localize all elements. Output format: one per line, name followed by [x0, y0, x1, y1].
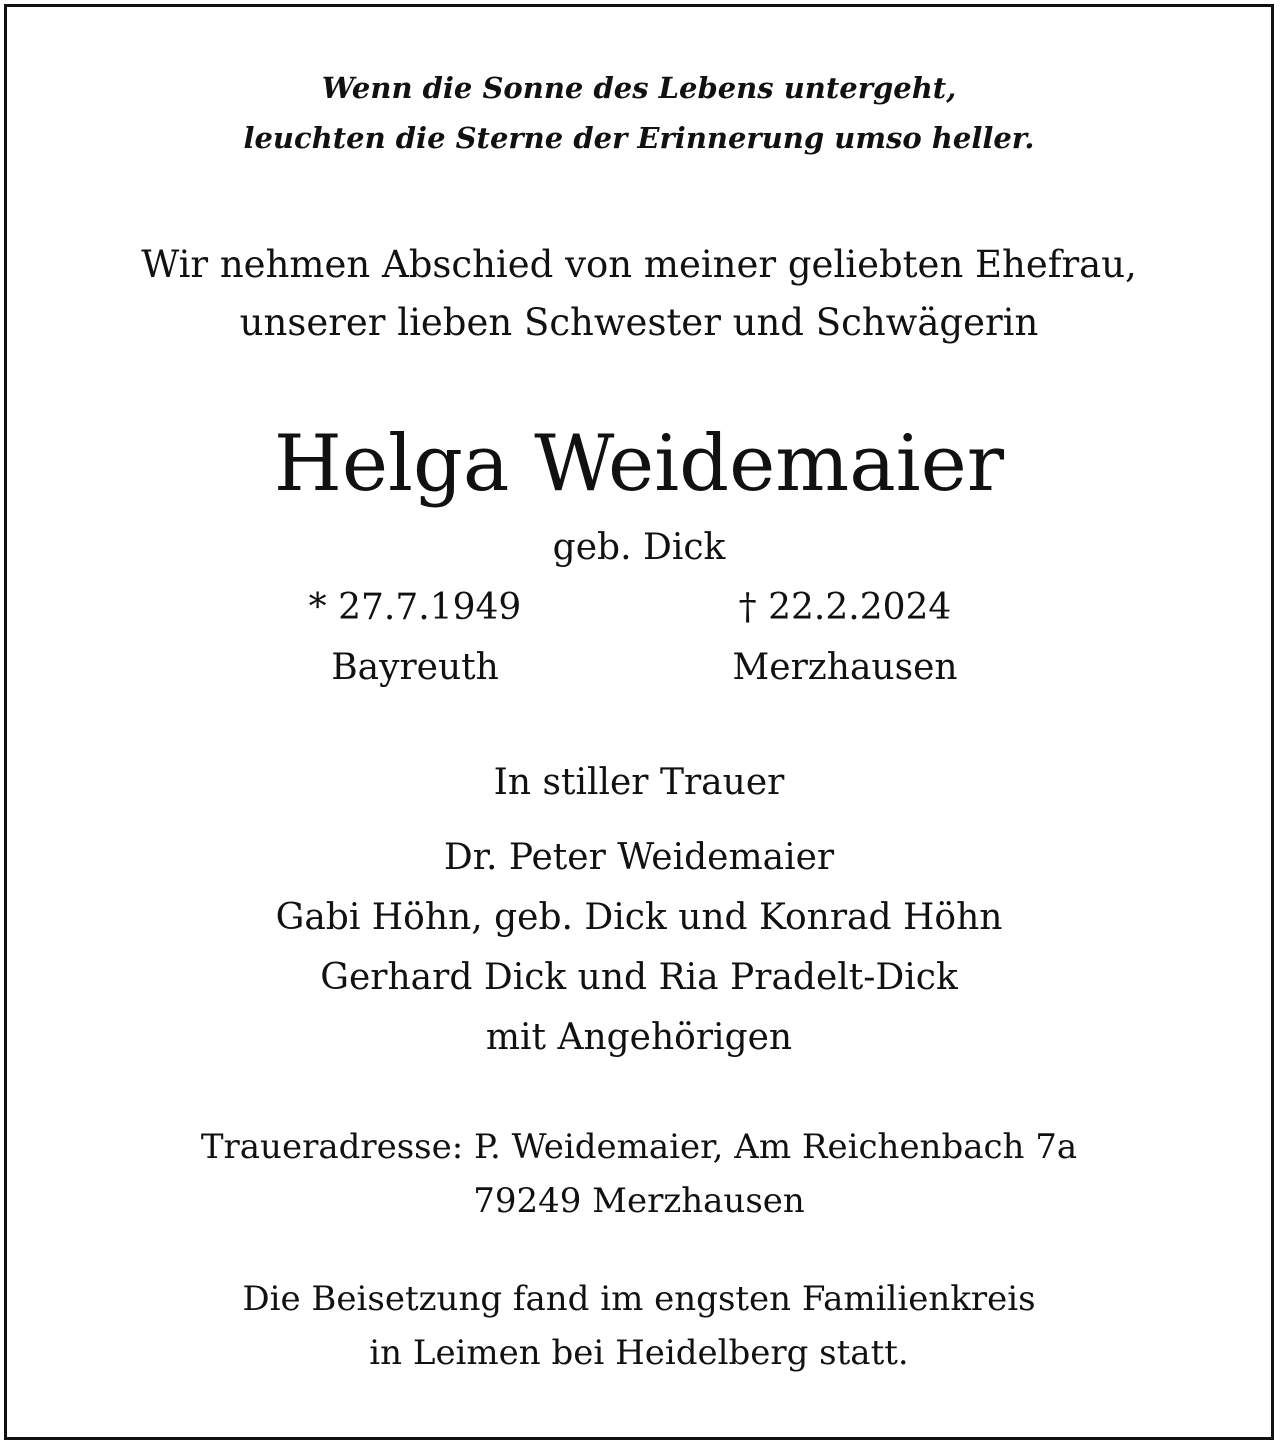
death-place: Merzhausen	[732, 647, 958, 688]
intro-line-2: unserer lieben Schwester und Schwägerin	[239, 301, 1039, 344]
mourning-address-line-2: 79249 Merzhausen	[473, 1181, 805, 1221]
burial-note-line-2: in Leimen bei Heidelberg statt.	[369, 1333, 909, 1373]
deceased-name: Helga Weidemaier	[273, 419, 1005, 509]
obituary-notice	[4, 4, 1274, 1440]
intro-line-1: Wir nehmen Abschied von meiner geliebten Ehefrau,	[141, 243, 1137, 286]
quote-line-1: Wenn die Sonne des Lebens untergeht,	[321, 71, 957, 105]
maiden-name: geb. Dick	[552, 527, 726, 568]
mourner-name: Dr. Peter Weidemaier	[443, 837, 835, 878]
mourner-name: Gabi Höhn, geb. Dick und Konrad Höhn	[275, 897, 1003, 938]
burial-note-line-1: Die Beisetzung fand im engsten Familienkreis	[242, 1279, 1036, 1319]
quote-line-2: leuchten die Sterne der Erinnerung umso heller.	[243, 121, 1035, 155]
mourning-address-line-1: Traueradresse: P. Weidemaier, Am Reichenbach 7a	[200, 1127, 1078, 1167]
mourner-name: mit Angehörigen	[485, 1017, 793, 1058]
mourner-name: Gerhard Dick und Ria Pradelt-Dick	[320, 957, 958, 998]
birth-date: * 27.7.1949	[308, 587, 522, 628]
mourning-heading: In stiller Trauer	[493, 762, 785, 803]
death-date: † 22.2.2024	[738, 587, 952, 628]
birth-place: Bayreuth	[331, 647, 499, 688]
